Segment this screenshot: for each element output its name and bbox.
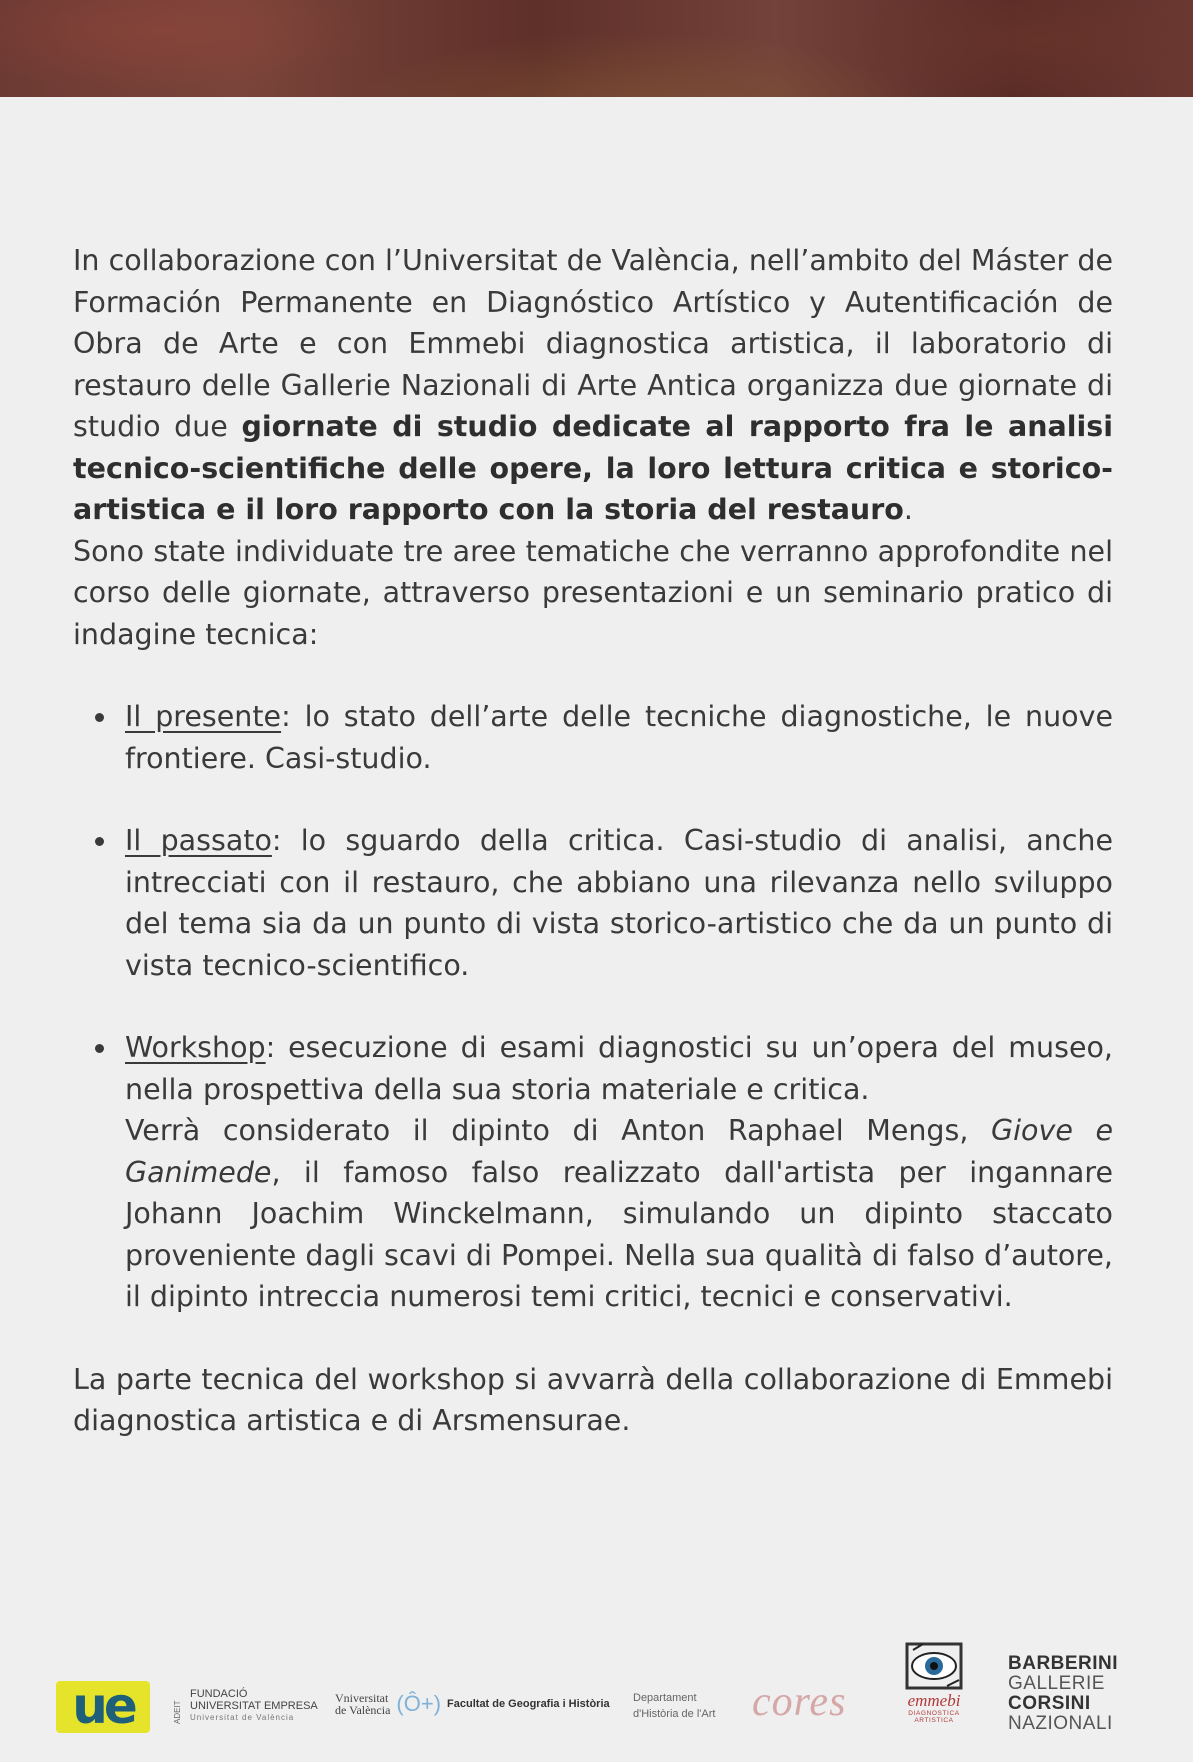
dep-line2: d'Història de l'Art	[633, 1708, 716, 1720]
workshop-detail: Verrà considerato il dipinto di Anton Raphael Mengs,	[125, 1114, 992, 1147]
topic-item-present	[73, 696, 1113, 779]
universitat-valencia-logo	[335, 1692, 610, 1716]
barberini-line4: NAZIONALI	[1008, 1713, 1113, 1734]
topics-list	[73, 696, 1113, 1318]
intro-bold-text: giornate di studio dedicate al rapporto fra le analisi tecnico-scientifiche delle opere, la loro lettura critica e storico-artistica e il loro rapporto con la storia del restauro	[73, 410, 1113, 526]
fundacio-logo	[172, 1688, 318, 1724]
topic-label: Il passato	[125, 824, 272, 857]
uv-line2: de València	[335, 1703, 391, 1717]
topic-label: Workshop	[125, 1031, 266, 1064]
fundacio-line3: Universitat de València	[190, 1713, 295, 1722]
document-body	[73, 240, 1113, 1442]
intro-paragraph	[73, 240, 1113, 531]
dep-line1: Departament	[633, 1692, 697, 1704]
closing-paragraph: La parte tecnica del workshop si avvarrà della collaborazione di Emmebi diagnostica artistica e di Arsmensurae.	[73, 1362, 1113, 1437]
ue-logo: ue	[56, 1681, 150, 1733]
partner-logos	[0, 1640, 1193, 1740]
faculty-name: Facultat de Geografia i Història	[447, 1698, 610, 1710]
header-painting-banner	[0, 0, 1193, 97]
adeit-label: ADEIT	[173, 1700, 182, 1724]
topic-item-past	[73, 820, 1113, 986]
topic-text: : esecuzione di esami diagnostici su un’opera del museo, nella prospettiva della sua storia materiale e critica.	[125, 1031, 1113, 1106]
topic-text: : lo sguardo della critica. Casi-studio di analisi, anche intrecciati con il restauro, che abbiano una rilevanza nello sviluppo del tema sia da un punto di vista storico-artistico che da un punto di vista tecnico-scientifico.	[125, 824, 1113, 982]
uv-mark-icon: (Ô+)	[396, 1691, 442, 1716]
intro-end: .	[903, 493, 913, 526]
topic-text: : lo stato dell’arte delle tecniche diagnostiche, le nuove frontiere. Casi-studio.	[125, 700, 1113, 775]
artwork-title: Giove e Ganimede	[125, 1114, 1114, 1189]
uv-line1: Vniversitat	[335, 1691, 389, 1705]
barberini-line1: BARBERINI	[1008, 1653, 1119, 1674]
intro-text: In collaborazione con l’Universitat de València, nell’ambito del Máster de Formación Permanente en Diagnóstico Artístico y Autentificación de Obra de Arte e con Emmebi diagnostica artistica, il laboratorio di restauro delle Gallerie Nazionali di Arte Antica organizza due giornate di studio due	[73, 244, 1113, 443]
areas-intro-paragraph: Sono state individuate tre aree tematiche che verranno approfondite nel corso delle giornate, attraverso presentazioni e un seminario pratico di indagine tecnica:	[73, 534, 1113, 651]
emmebi-logo	[898, 1640, 970, 1724]
barberini-corsini-logo	[1008, 1654, 1118, 1734]
fundacio-line2: UNIVERSITAT EMPRESA	[190, 1700, 318, 1712]
topic-label: Il presente	[125, 700, 282, 733]
barberini-line3: CORSINI	[1008, 1693, 1091, 1714]
emmebi-sub2: ARTISTICA	[914, 1717, 954, 1724]
departament-logo	[633, 1690, 715, 1722]
cores-logo: cores	[752, 1679, 847, 1725]
emmebi-sub1: DIAGNOSTICA	[908, 1710, 960, 1717]
barberini-line2: GALLERIE	[1008, 1673, 1105, 1694]
topic-item-workshop	[73, 1027, 1113, 1318]
fundacio-line1: FUNDACIÓ	[190, 1688, 248, 1700]
emmebi-eye-icon	[903, 1640, 965, 1692]
emmebi-name: emmebi	[907, 1691, 961, 1710]
workshop-detail-rest: , il famoso falso realizzato dall'artista per ingannare Johann Joachim Winckelmann, simulando un dipinto staccato proveniente dagli scavi di Pompei. Nella sua qualità di falso d’autore, il dipinto intreccia numerosi temi critici, tecnici e conservativi.	[125, 1155, 1113, 1313]
